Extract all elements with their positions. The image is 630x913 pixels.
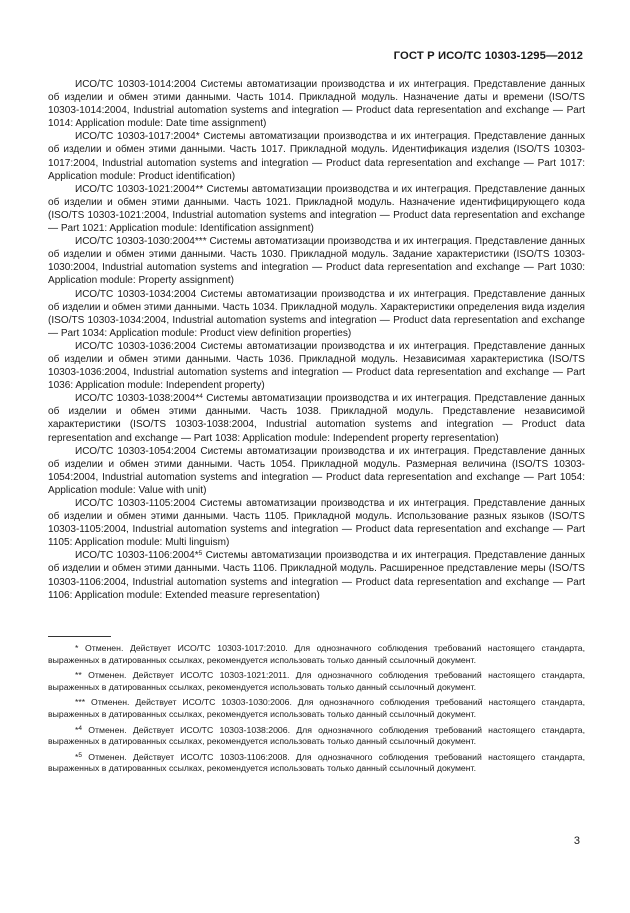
reference-entry [48, 235, 585, 287]
document-header: ГОСТ Р ИСО/ТС 10303-1295—2012 [393, 50, 583, 62]
footnote-text: ** Отменен. Действует ИСО/ТС 10303-1021:2011. Для однозначного соблюдения требований настоящего стандарта, выраженных в датированных ссылках, рекомендуется использовать только данный ссылочный документ. [48, 670, 585, 692]
reference-text: ИСО/ТС 10303-1106:2004* [75, 550, 199, 562]
reference-entry [48, 497, 585, 549]
footnote-text-rest: Отменен. Действует ИСО/ТС 10303-1106:2008. Для однозначного соблюдения требований настоящего стандарта, выраженных в датированных ссылках, рекомендуется использовать только данный ссылочный документ. [48, 751, 585, 774]
reference-text: ИСО/ТС 10303-1030:2004*** Системы автоматизации производства и их интеграция. Представление данных об изделии и обмен этими данными. Часть 1030. Прикладной модуль. Задание характеристики (ISO/TS 10303-1030:2004, Industrial automation systems and integration — Product data representation and exchange — Part 1030: Application module: Property assignment) [48, 236, 585, 287]
reference-text-rest: Системы автоматизации производства и их интеграция. Представление данных об изделии и обмен этими данными. Часть 1106. Прикладной модуль. Расширенное представление меры (ISO/TS 10303-1106:2004, Industrial automation systems and integration — Product data representation and exchange — Part 1106: Application module: Extended measure representation) [48, 550, 585, 601]
footnote-text: * Отменен. Действует ИСО/ТС 10303-1017:2010. Для однозначного соблюдения требований настоящего стандарта, выраженных в датированных ссылках, рекомендуется использовать только данный ссылочный документ. [48, 643, 585, 665]
reference-text: ИСО/ТС 10303-1017:2004* Системы автоматизации производства и их интеграция. Представление данных об изделии и обмен этими данными. Часть 1017. Прикладной модуль. Идентификация изделия (ISO/TS 10303-1017:2004, Industrial automation systems and integration — Product data representation and exchange — Part 1017: Application module: Product identification) [48, 131, 585, 182]
reference-text: ИСО/ТС 10303-1054:2004 Системы автоматизации производства и их интеграция. Представление данных об изделии и обмен этими данными. Часть 1054. Прикладной модуль. Размерная величина (ISO/TS 10303-1054:2004, Industrial automation systems and integration — Product data representation and exchange — Part 1054: Application module: Value with unit) [48, 445, 585, 496]
references-list [48, 78, 585, 602]
footnote-marker: 5 [198, 550, 203, 558]
reference-entry [48, 130, 585, 182]
footnote [48, 752, 585, 775]
footnotes [48, 643, 585, 779]
reference-entry [48, 549, 585, 601]
reference-entry [48, 288, 585, 340]
page-number: 3 [573, 835, 580, 847]
reference-text-rest: Системы автоматизации производства и их интеграция. Представление данных об изделии и обмен этими данными. Часть 1038. Прикладной модуль. Представление независимой характеристики (ISO/TS 10303-1038:2004, Industrial automation systems and integration — Product data representation and exchange — Part 1038: Application module: Independent property representation) [48, 393, 586, 444]
footnote-text: * [75, 751, 79, 762]
reference-text: ИСО/ТС 10303-1014:2004 Системы автоматизации производства и их интеграция. Представление данных об изделии и обмен этими данными. Часть 1014. Прикладной модуль. Назначение даты и времени (ISO/TS 10303-1014:2004, Industrial automation systems and integration — Product data representation and exchange — Part 1014: Application module: Date time assignment) [48, 79, 585, 130]
reference-entry [48, 445, 585, 497]
reference-text: ИСО/ТС 10303-1034:2004 Системы автоматизации производства и их интеграция. Представление данных об изделии и обмен этими данными. Часть 1034. Прикладной модуль. Характеристики определения вида изделия (ISO/TS 10303-1034:2004, Industrial automation systems and integration — Product data representation and exchange — Part 1034: Application module: Product view definition properties) [48, 288, 585, 339]
footnote [48, 670, 585, 693]
reference-entry [48, 183, 585, 235]
reference-text: ИСО/ТС 10303-1038:2004* [75, 393, 200, 405]
reference-entry [48, 392, 585, 444]
footnote [48, 643, 585, 666]
footnote [48, 697, 585, 720]
footnote-text-rest: Отменен. Действует ИСО/ТС 10303-1038:2006. Для однозначного соблюдения требований настоящего стандарта, выраженных в датированных ссылках, рекомендуется использовать только данный ссылочный документ. [48, 724, 585, 747]
reference-entry [48, 340, 585, 392]
footnote-marker: 5 [78, 751, 83, 759]
footnote [48, 725, 585, 748]
reference-entry [48, 78, 585, 130]
footnote-marker: 4 [199, 393, 203, 401]
footnote-text: * [75, 724, 79, 735]
footnote-text: *** Отменен. Действует ИСО/ТС 10303-1030:2006. Для однозначного соблюдения требований настоящего стандарта, выраженных в датированных ссылках, рекомендуется использовать только данный ссылочный документ. [48, 697, 585, 719]
reference-text: ИСО/ТС 10303-1105:2004 Системы автоматизации производства и их интеграция. Представление данных об изделии и обмен этими данными. Часть 1105. Прикладной модуль. Использование разных языков (ISO/TS 10303-1105:2004, Industrial automation systems and integration — Product data representation and exchange — Part 1105: Application module: Multi linguism) [48, 498, 585, 549]
footnote-separator [48, 636, 111, 637]
reference-text: ИСО/ТС 10303-1036:2004 Системы автоматизации производства и их интеграция. Представление данных об изделии и обмен этими данными. Часть 1036. Прикладной модуль. Независимая характеристика (ISO/TS 10303-1036:2004, Industrial automation systems and integration — Product data representation and exchange — Part 1036: Application module: Independent property) [48, 340, 585, 392]
footnote-marker: 4 [78, 724, 83, 732]
reference-text: ИСО/ТС 10303-1021:2004** Системы автоматизации производства и их интеграция. Представление данных об изделии и обмен этими данными. Часть 1021. Прикладной модуль. Назначение идентифицирующего кода (ISO/TS 10303-1021:2004, Industrial automation systems and integration — Product data representation and exchange — Part 1021: Application module: Identification assignment) [48, 183, 585, 235]
